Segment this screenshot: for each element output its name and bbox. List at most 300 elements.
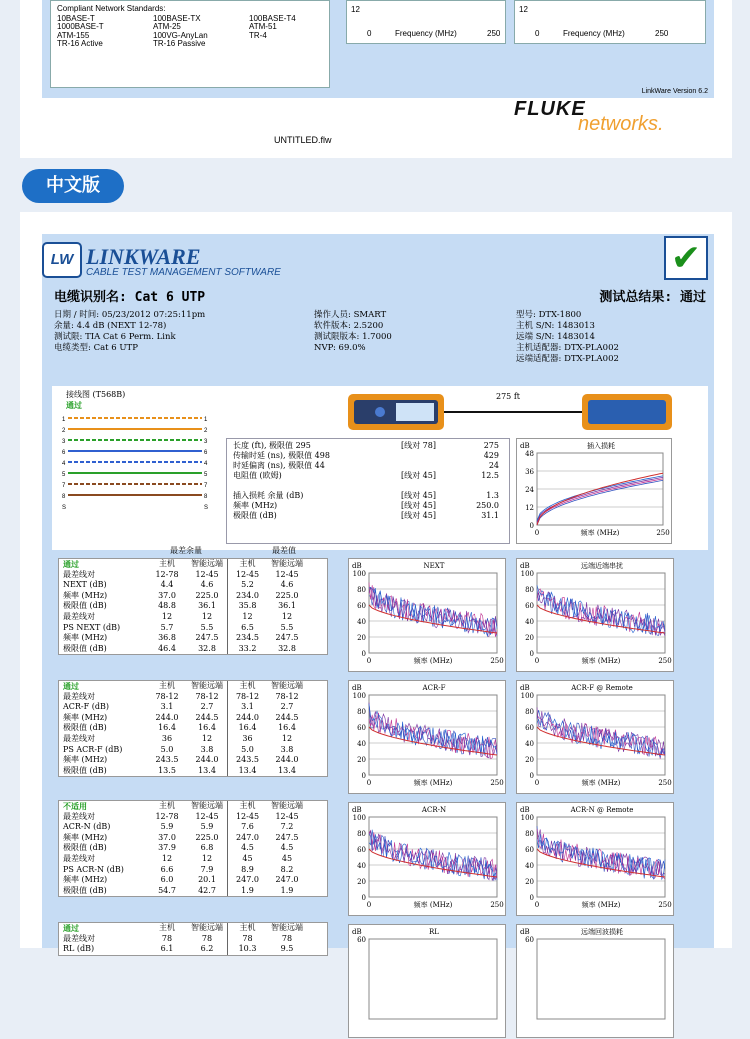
worst-margin-header: 最差余量	[170, 546, 202, 555]
stat-value: 1.3	[486, 491, 499, 500]
y-tick: 20	[525, 634, 534, 642]
chart-svg	[349, 681, 507, 795]
chart-title: ACR-N @ Remote	[570, 806, 634, 814]
cell-value: 13.4	[227, 766, 267, 777]
chart-svg	[517, 925, 675, 1039]
y-tick: 60	[357, 602, 366, 610]
table-row	[59, 886, 327, 897]
meta-line: 测试限版本: 1.7000	[314, 332, 392, 342]
pass-check-icon: ✔	[664, 236, 708, 280]
cell-value: 12	[201, 611, 213, 621]
row-label: NEXT (dB)	[63, 580, 107, 590]
cell-value: 54.7	[158, 885, 176, 895]
meta-line: 日期 / 时间: 05/23/2012 07:25:11pm	[54, 310, 206, 320]
column-header: 主机	[227, 923, 267, 934]
y-tick: 40	[357, 862, 366, 870]
column-header: 主机	[227, 559, 267, 570]
table-row	[59, 591, 327, 602]
row-label: 极限值 (dB)	[63, 723, 107, 733]
cell-value: 12	[281, 611, 293, 621]
y-tick: 60	[525, 846, 534, 854]
cell-value: 78-12	[227, 692, 267, 703]
cell-value: 12-78	[155, 569, 179, 579]
y-tick: 40	[525, 740, 534, 748]
y-tick: 100	[352, 692, 366, 700]
wire-number: 4	[62, 461, 66, 467]
tick: 0	[535, 29, 540, 38]
cell-value: 247.0	[227, 833, 267, 844]
cable-length-label: 275 ft	[496, 392, 520, 401]
stat-label: 时延偏离 (ns), 极限值 44	[233, 461, 325, 470]
stat-label: 极限值 (dB)	[233, 511, 277, 520]
stat-pair: [线对 78]	[401, 441, 436, 450]
cell-value: 5.0	[227, 745, 267, 756]
cell-value: 7.2	[280, 822, 294, 832]
top-chart-left	[346, 0, 506, 44]
cell-value: 12	[201, 733, 213, 743]
report-panel	[42, 234, 714, 954]
chart-unit: dB	[352, 928, 362, 936]
cell-value: 36.8	[158, 633, 176, 643]
stat-row	[233, 461, 503, 471]
series-line	[369, 831, 497, 879]
row-label: 频率 (MHz)	[63, 755, 108, 765]
cell-value: 2.7	[200, 702, 214, 712]
standards-grid	[57, 15, 323, 49]
result-table	[58, 680, 328, 777]
x-tick: 250	[490, 657, 504, 665]
y-tick: 60	[525, 936, 534, 944]
stat-value: 31.1	[481, 511, 499, 520]
cell-value: 3.1	[227, 702, 267, 713]
y-tick: 40	[525, 862, 534, 870]
plot--	[516, 924, 674, 1038]
series-line	[369, 830, 497, 881]
x-tick: 0	[534, 657, 540, 665]
y-tick: 60	[525, 724, 534, 732]
chart-svg	[349, 559, 507, 673]
wire-number: 6	[62, 450, 66, 456]
cell-value: 48.8	[158, 601, 176, 611]
series-line	[537, 480, 663, 525]
row-label: PS ACR-N (dB)	[63, 864, 124, 874]
row-label: 极限值 (dB)	[63, 885, 107, 895]
cell-value: 12-45	[275, 569, 299, 579]
stat-row	[233, 441, 503, 451]
x-label: 频率 (MHz)	[581, 901, 621, 909]
cell-value: 37.0	[158, 590, 176, 600]
cell-value: 5.5	[200, 622, 214, 632]
cell-value: 244.5	[275, 712, 299, 722]
table-row	[59, 822, 327, 833]
y-tick: 100	[352, 570, 366, 578]
x-tick: 250	[490, 901, 504, 909]
stat-label: 长度 (ft), 极限值 295	[233, 441, 311, 450]
chart-svg	[349, 803, 507, 917]
row-label: RL (dB)	[63, 944, 95, 954]
row-label: 频率 (MHz)	[63, 590, 108, 600]
cell-value: 244.0	[275, 755, 299, 765]
stat-pair: [线对 45]	[401, 511, 436, 520]
cell-value: 16.4	[278, 723, 296, 733]
cell-value: 247.5	[275, 633, 299, 643]
row-label: PS ACR-F (dB)	[63, 744, 123, 754]
cell-value: 9.5	[280, 944, 294, 954]
x-label: 频率 (MHz)	[580, 529, 620, 537]
cell-value: 78	[227, 934, 267, 945]
test-summary: 测试总结果: 通过	[599, 290, 706, 305]
cell-value: 225.0	[275, 590, 299, 600]
wire-number: 4	[204, 461, 208, 467]
meta-left	[54, 310, 205, 354]
cell-value: 6.8	[200, 843, 214, 853]
wiremap-status: 通过	[66, 400, 82, 410]
x-label: 频率 (MHz)	[581, 779, 621, 787]
cell-value: 3.8	[200, 744, 214, 754]
result-table	[58, 558, 328, 655]
stat-label: 电阻值 (欧姆)	[233, 471, 282, 480]
cell-value: 244.5	[195, 712, 219, 722]
plot-acr-f-remote	[516, 680, 674, 794]
y-tick: 40	[357, 740, 366, 748]
stat-row	[233, 471, 503, 481]
cell-value: 243.5	[227, 755, 267, 766]
table-row	[59, 755, 327, 766]
standard-item: ATM-51	[249, 22, 277, 31]
chart-title: ACR-N	[421, 806, 447, 814]
table-row	[59, 812, 327, 823]
table-row	[59, 766, 327, 777]
series-line	[537, 479, 663, 524]
wiremap-diagram	[62, 412, 212, 522]
column-header: 主机	[227, 801, 267, 812]
cell-value: 244.0	[227, 713, 267, 724]
cell-value: 234.0	[227, 591, 267, 602]
cell-value: 4.4	[160, 580, 174, 590]
table-row	[59, 570, 327, 581]
stat-pair	[401, 481, 461, 491]
table-status: 不适用	[63, 801, 87, 811]
y-tick: 40	[525, 618, 534, 626]
y-tick: 0	[529, 894, 534, 902]
row-label: 最差线对	[63, 933, 95, 943]
meta-line: 操作人员: SMART	[314, 310, 387, 320]
cell-value: 12	[201, 853, 213, 863]
linkware-logo-icon: LW	[42, 242, 82, 278]
y-tick: 100	[520, 814, 534, 822]
cell-value: 5.9	[160, 822, 174, 832]
column-header: 主机	[227, 681, 267, 692]
cell-value: 4.6	[200, 580, 214, 590]
tick: 250	[655, 29, 669, 38]
y-tick: 80	[525, 708, 534, 716]
meta-line: 软件版本: 2.5200	[314, 321, 384, 331]
cell-value: 36	[161, 733, 173, 743]
table-row	[59, 702, 327, 713]
stat-pair	[401, 461, 461, 471]
cell-value: 45	[281, 853, 293, 863]
cell-value: 7.6	[227, 822, 267, 833]
chart-unit: dB	[352, 684, 362, 692]
x-tick: 250	[658, 657, 672, 665]
chart-svg	[517, 559, 675, 673]
row-label: 最差线对	[63, 691, 95, 701]
cell-value: 243.5	[155, 755, 179, 765]
stat-label: 频率 (MHz)	[233, 501, 278, 510]
column-header: 智能远端	[271, 681, 303, 690]
row-label: 频率 (MHz)	[63, 832, 108, 842]
table-header-row	[59, 801, 327, 812]
table-header-row	[59, 923, 327, 934]
column-header: 主机	[159, 559, 175, 568]
row-label: 极限值 (dB)	[63, 601, 107, 611]
cell-value: 45	[227, 854, 267, 865]
y-tick: 80	[525, 586, 534, 594]
cell-value: 6.2	[200, 944, 214, 954]
y-tick: 80	[357, 830, 366, 838]
wire-number: 8	[204, 494, 208, 500]
cell-value: 78	[161, 933, 173, 943]
worst-value-header: 最差值	[272, 546, 296, 555]
wire-number: 3	[204, 439, 208, 445]
standard-item: TR-4	[249, 30, 267, 40]
cell-value: 13.4	[198, 765, 216, 775]
y-tick: 80	[525, 830, 534, 838]
table-row	[59, 601, 327, 612]
tick: 12	[519, 5, 528, 14]
cell-value: 5.9	[200, 822, 214, 832]
wiremap-title: 接线图 (T568B)	[66, 390, 126, 399]
table-row	[59, 854, 327, 865]
plot--	[516, 558, 674, 672]
row-label: 最差线对	[63, 811, 95, 821]
y-tick: 0	[529, 650, 534, 658]
wire-number: 2	[62, 428, 66, 434]
wire-number: 1	[204, 417, 208, 423]
y-tick: 20	[357, 634, 366, 642]
table-row	[59, 644, 327, 655]
tick: 250	[487, 29, 501, 38]
cell-value: 46.4	[158, 643, 176, 653]
cell-value: 247.5	[275, 832, 299, 842]
xlabel: Frequency (MHz)	[395, 29, 457, 38]
table-row	[59, 734, 327, 745]
cell-value: 78-12	[195, 691, 219, 701]
cell-value: 12-45	[195, 569, 219, 579]
stat-row	[233, 511, 503, 521]
y-tick: 100	[520, 570, 534, 578]
meta-line: 型号: DTX-1800	[516, 310, 582, 320]
y-tick: 60	[357, 846, 366, 854]
row-label: 最差线对	[63, 733, 95, 743]
cell-value: 37.0	[158, 832, 176, 842]
stat-value: 24	[488, 461, 499, 470]
row-label: 频率 (MHz)	[63, 712, 108, 722]
chart-unit: dB	[520, 684, 530, 692]
column-header: 智能远端	[271, 801, 303, 810]
y-tick: 60	[357, 724, 366, 732]
wire-number: 6	[204, 450, 208, 456]
cell-value: 12-78	[155, 811, 179, 821]
wire-number: 7	[62, 483, 66, 489]
y-tick: 60	[525, 602, 534, 610]
x-tick: 0	[366, 901, 372, 909]
cell-value: 5.0	[160, 744, 174, 754]
y-tick: 20	[357, 756, 366, 764]
cell-value: 78	[201, 933, 213, 943]
plot-frame	[537, 939, 665, 1019]
row-label: 最差线对	[63, 853, 95, 863]
table-row	[59, 745, 327, 756]
y-tick: 80	[357, 586, 366, 594]
row-label: 最差线对	[63, 569, 95, 579]
table-status: 通过	[63, 681, 79, 691]
cell-value: 6.6	[160, 864, 174, 874]
previous-report-panel	[42, 0, 714, 98]
chart-svg	[517, 681, 675, 795]
column-header: 主机	[159, 681, 175, 690]
y-tick: 20	[525, 878, 534, 886]
chart-unit: dB	[352, 806, 362, 814]
x-label: 频率 (MHz)	[413, 779, 453, 787]
cell-value: 244.0	[155, 712, 179, 722]
plot-frame	[537, 695, 665, 775]
x-label: 频率 (MHz)	[413, 657, 453, 665]
plot-acr-f	[348, 680, 506, 794]
table-row	[59, 692, 327, 703]
stat-pair	[401, 451, 461, 461]
stat-value: 429	[483, 451, 499, 460]
standard-item: 100BASE-T4	[249, 13, 296, 23]
plot-acr-n-remote	[516, 802, 674, 916]
table-status: 通过	[63, 923, 79, 933]
column-header: 主机	[159, 801, 175, 810]
table-row	[59, 833, 327, 844]
chart-title: RL	[429, 928, 439, 936]
x-tick: 0	[534, 779, 540, 787]
x-tick: 0	[366, 779, 372, 787]
cell-value: 247.0	[275, 875, 299, 885]
y-tick: 0	[361, 894, 366, 902]
cell-value: 16.4	[227, 723, 267, 734]
cell-value: 35.8	[227, 601, 267, 612]
table-row	[59, 944, 327, 955]
column-header: 主机	[159, 923, 175, 932]
cell-value: 12	[161, 853, 173, 863]
linkware-title: LINKWARE	[86, 244, 201, 269]
chart-svg	[349, 925, 507, 1039]
chart-svg	[517, 439, 673, 545]
cell-value: 247.5	[195, 633, 219, 643]
stat-row	[233, 501, 503, 511]
table-status: 通过	[63, 559, 79, 569]
cell-value: 12-45	[227, 570, 267, 581]
cell-value: 6.1	[160, 944, 174, 954]
cell-value: 33.2	[227, 644, 267, 655]
row-label: 极限值 (dB)	[63, 765, 107, 775]
y-tick: 0	[529, 522, 534, 530]
chart-svg	[517, 803, 675, 917]
cell-value: 4.6	[280, 580, 294, 590]
plot-frame	[369, 573, 497, 653]
cell-value: 4.5	[227, 843, 267, 854]
wire-number: 5	[204, 472, 208, 478]
column-header: 智能远端	[191, 681, 223, 690]
y-tick: 48	[525, 450, 534, 458]
cell-value: 78	[281, 933, 293, 943]
meta-line: 电缆类型: Cat 6 UTP	[54, 343, 138, 353]
standards-title: Compliant Network Standards:	[57, 4, 166, 13]
cell-value: 78-12	[155, 691, 179, 701]
stat-label	[233, 481, 401, 491]
y-tick: 60	[357, 936, 366, 944]
cell-value: 12-45	[275, 811, 299, 821]
networks-logo: networks.	[578, 113, 664, 135]
chart-title: 远端回波损耗	[581, 928, 623, 936]
cell-value: 1.9	[280, 885, 294, 895]
y-tick: 0	[361, 650, 366, 658]
x-tick: 0	[534, 529, 540, 537]
chart-unit: dB	[520, 442, 530, 450]
stat-value: 250.0	[476, 501, 499, 510]
row-label: 频率 (MHz)	[63, 875, 108, 885]
cell-value: 5.2	[227, 580, 267, 591]
table-row	[59, 875, 327, 886]
row-label: PS NEXT (dB)	[63, 622, 121, 632]
cell-value: 12	[227, 612, 267, 623]
stat-value: 12.5	[481, 471, 499, 480]
tick: 12	[351, 5, 360, 14]
y-tick: 80	[357, 708, 366, 716]
result-table	[58, 800, 328, 897]
column-header: 智能远端	[191, 801, 223, 810]
wire-number: 3	[62, 439, 66, 445]
x-tick: 250	[658, 779, 672, 787]
standard-item: 100VG-AnyLan	[153, 30, 208, 40]
length-stats-box	[226, 438, 510, 544]
y-tick: 100	[352, 814, 366, 822]
stat-row	[233, 451, 503, 461]
stat-label: 插入损耗 余量 (dB)	[233, 491, 304, 500]
meta-line: 余量: 4.4 dB (NEXT 12-78)	[54, 321, 167, 331]
cell-value: 32.8	[278, 643, 296, 653]
standard-item: 10BASE-T	[57, 13, 95, 23]
series-line	[537, 589, 665, 636]
wire-number: S	[204, 505, 209, 511]
table-row	[59, 580, 327, 591]
cell-value: 2.7	[280, 702, 294, 712]
x-tick: 0	[366, 657, 372, 665]
fluke-logo: FLUKE	[514, 98, 586, 120]
cell-value: 7.9	[200, 864, 214, 874]
chart-unit: dB	[520, 928, 530, 936]
plot-frame	[369, 939, 497, 1019]
wire-number: 5	[62, 472, 66, 478]
cell-value: 20.1	[198, 875, 216, 885]
x-label: 频率 (MHz)	[413, 901, 453, 909]
cell-value: 36.1	[278, 601, 296, 611]
chart-unit: dB	[520, 806, 530, 814]
row-label: ACR-N (dB)	[63, 822, 111, 832]
x-label: 频率 (MHz)	[581, 657, 621, 665]
cell-value: 13.5	[158, 765, 176, 775]
cell-value: 6.5	[227, 623, 267, 634]
table-header-row	[59, 559, 327, 570]
wire-number: 8	[62, 494, 66, 500]
stat-label: 传输时延 (ns), 极限值 498	[233, 451, 330, 460]
meta-middle	[314, 310, 392, 354]
cell-value: 13.4	[278, 765, 296, 775]
